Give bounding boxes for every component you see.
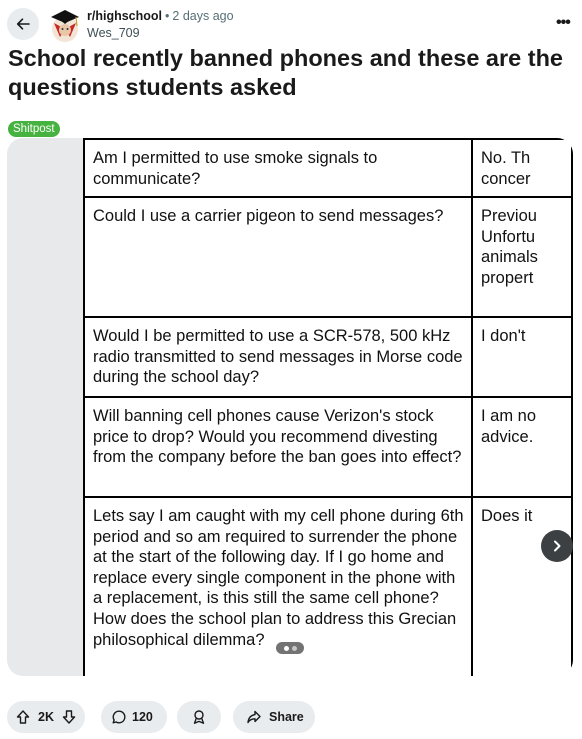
subreddit-name[interactable]: r/highschool (87, 9, 162, 23)
more-options-button[interactable]: ••• (556, 14, 570, 31)
back-button[interactable] (7, 8, 39, 40)
share-label: Share (269, 710, 304, 724)
meta-separator: • (165, 9, 170, 23)
award-icon (191, 709, 207, 725)
comment-icon (111, 709, 127, 725)
next-image-button[interactable] (541, 530, 573, 562)
answer-cell: I am no advice. (472, 397, 572, 497)
answer-cell: Does it (472, 497, 572, 676)
gallery-image (83, 138, 573, 676)
question-cell: Lets say I am caught with my cell phone during 6th period and so am required to surrender the phone at the start of the following day. If I go home and replace every single component in the phone with a replacement, is this still the same cell phone? How does the school plan to address this Grecian philosophical dilemma? (84, 497, 472, 676)
pagination-dot (292, 646, 297, 651)
pagination-dot-active (284, 646, 289, 651)
upvote-icon (15, 709, 31, 725)
vote-control (7, 701, 85, 733)
gallery-pagination (276, 642, 304, 654)
post-title: School recently banned phones and these are the questions students asked (8, 45, 563, 100)
table-row (84, 397, 572, 497)
downvote-icon (61, 709, 77, 725)
table-row (84, 497, 572, 676)
award-button[interactable] (177, 701, 221, 733)
share-button[interactable] (233, 701, 315, 733)
chevron-right-icon (550, 539, 564, 553)
downvote-button[interactable] (61, 709, 77, 725)
qa-table (83, 138, 573, 676)
table-row (84, 197, 572, 317)
upvote-button[interactable] (15, 709, 31, 725)
subreddit-avatar[interactable] (47, 5, 81, 43)
answer-cell: I don't (472, 317, 572, 397)
share-icon (246, 709, 262, 725)
post-meta (87, 9, 234, 24)
post-time: 2 days ago (172, 9, 234, 23)
username[interactable]: Wes_709 (87, 26, 140, 40)
arrow-left-icon (15, 16, 31, 32)
question-cell: Am I permitted to use smoke signals to communicate? (84, 139, 472, 197)
question-cell: Would I be permitted to use a SCR-578, 500 kHz radio transmitted to send messages in Morse code during the school day? (84, 317, 472, 397)
comments-button[interactable] (101, 701, 167, 733)
image-gallery[interactable] (7, 138, 573, 676)
table-row (84, 139, 572, 197)
table-row (84, 317, 572, 397)
post-flair[interactable]: Shitpost (8, 121, 60, 137)
answer-cell: No. Th concer (472, 139, 572, 197)
vote-count: 2K (38, 710, 54, 724)
question-cell: Will banning cell phones cause Verizon's stock price to drop? Would you recommend divesting from the company before the ban goes into effect? (84, 397, 472, 497)
comment-count: 120 (132, 710, 153, 724)
question-cell: Could I use a carrier pigeon to send messages? (84, 197, 472, 317)
answer-cell: Previou Unfortu animals propert (472, 197, 572, 317)
